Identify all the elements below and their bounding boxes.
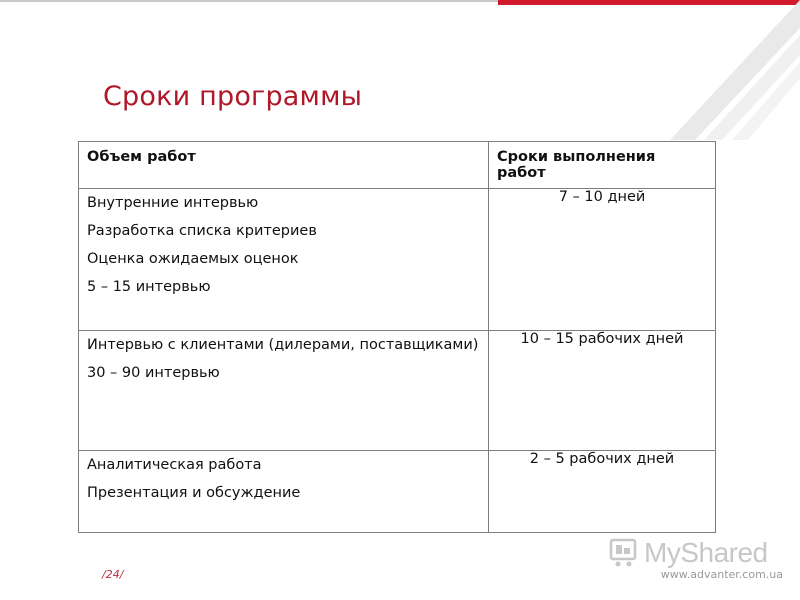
duration-cell: 7 – 10 дней <box>489 189 716 331</box>
work-item: Разработка списка критериев <box>87 223 317 239</box>
page-number: /24/ <box>102 568 124 581</box>
header-scope-of-work: Объем работ <box>79 142 489 189</box>
table-row <box>79 331 716 451</box>
duration-cell: 2 – 5 рабочих дней <box>489 451 716 533</box>
watermark-text: MyShared <box>644 537 768 568</box>
work-item: Аналитическая работа <box>87 457 262 473</box>
work-item: Презентация и обсуждение <box>87 485 301 501</box>
footer-website: www.advanter.com.ua <box>660 568 783 581</box>
duration-cell: 10 – 15 рабочих дней <box>489 331 716 451</box>
work-items-cell <box>79 331 489 451</box>
table-header-row <box>79 142 716 189</box>
work-item: 30 – 90 интервью <box>87 365 220 381</box>
work-items-cell <box>79 451 489 533</box>
schedule-table <box>78 141 716 533</box>
work-item: Внутренние интервью <box>87 195 259 211</box>
work-item: Оценка ожидаемых оценок <box>87 251 299 267</box>
table-row <box>79 451 716 533</box>
slide-title: Сроки программы <box>103 81 363 112</box>
work-item: 5 – 15 интервью <box>87 279 211 295</box>
corner-stripes-decoration <box>660 0 800 140</box>
work-items-cell <box>79 189 489 331</box>
table-row <box>79 189 716 331</box>
watermark-logo <box>608 537 768 569</box>
top-grey-line <box>0 0 500 2</box>
header-duration: Сроки выполнения работ <box>489 142 716 189</box>
work-item: Интервью с клиентами (дилерами, поставщиками) <box>87 337 479 353</box>
cart-icon <box>608 537 640 569</box>
